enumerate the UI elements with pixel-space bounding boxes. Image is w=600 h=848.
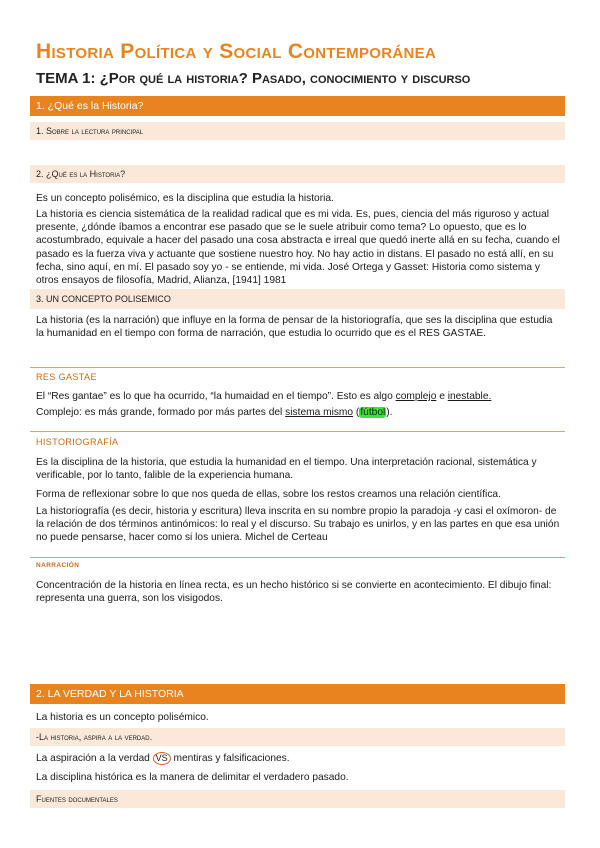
heading-narracion: NARRACIÓN: [36, 562, 80, 569]
document-title: Historia Política y Social Contemporánea: [36, 40, 437, 63]
subsection-1-2: [30, 165, 565, 183]
subsection-1-1: [30, 122, 565, 140]
paragraph-11: [36, 752, 561, 765]
subsection-3: [30, 289, 565, 309]
p5-text-a: Complejo: es más grande, formado por más partes del: [36, 407, 286, 418]
p5-underline: sistema mismo: [285, 407, 354, 418]
paragraph-7: Forma de reflexionar sobre lo que nos queda de ellas, sobre los restos creamos una relación científica.: [36, 489, 501, 500]
p4-underline-inestable: inestable.: [447, 391, 492, 402]
paragraph-2: La historia es ciencia sistemática de la realidad radical que es mi vida. Es, pues, ciencia del más riguroso y actual presente, ¿dónde íbamos a encontrar ese pasado que se le suele atribuir como tema? Lo opuesto, que es lo acostumbrado, equivale a hacer del pasado una cosa abstracta e irreal que quedó inerte allá en su fecha, cuando el pasado es la fuerza viva y actuante que sostiene nuestro hoy. No hay actio in distans. El pasado no está allí, en su fecha, sino aquí, en mí. El pasado soy yo - se entiende, mi vida. José Ortega y Gasset: Historia como sistema y otros ensayos de filosofía, Madrid, Alianza, [1941] 1981: [36, 209, 560, 287]
paragraph-10: La historia es un concepto polisémico.: [36, 712, 209, 723]
subsection-1-2-label: 2. ¿Qué es la Historia?: [36, 169, 126, 179]
divider-narracion: [30, 557, 565, 558]
subsection-2-2-label: Fuentes documentales: [36, 794, 118, 804]
subtitle-rest: ¿Por qué la historia? Pasado, conocimiento y discurso: [99, 70, 471, 87]
document-subtitle: [36, 70, 470, 87]
paragraph-12: La disciplina histórica es la manera de delimitar el verdadero pasado.: [36, 772, 349, 783]
subsection-3-label: 3. UN CONCEPTO POLISEMICO: [36, 294, 171, 304]
paragraph-5: [36, 406, 561, 419]
subsection-2-1-label: -La historia, aspira a la verdad.: [36, 732, 153, 742]
subsection-1-1-label: 1. Sobre la lectura principal: [36, 126, 144, 136]
p5-text-b: (: [353, 407, 360, 418]
heading-res-gastae: RES GASTAE: [36, 372, 97, 382]
p4-text-a: El “Res gantae” es lo que ha ocurrido, “la humaidad en el tiempo”. Esto es algo: [36, 391, 396, 402]
paragraph-6: Es la disciplina de la historia, que estudia la humanidad en el tiempo. Una interpretación racional, sistemática y verificable, por lo tanto, falible de la experiencia humana.: [36, 457, 537, 482]
heading-historiografia: HISTORIOGRAFÍA: [36, 437, 119, 447]
p4-underline-complejo: complejo: [395, 391, 437, 402]
paragraph-1: Es un concepto polisémico, es la disciplina que estudia la historia.: [36, 193, 334, 204]
section-bar-1-label: 1. ¿Qué es la Historia?: [36, 100, 144, 112]
paragraph-4: [36, 390, 561, 403]
subsection-2-1: [30, 728, 565, 746]
p5-text-c: ).: [386, 407, 393, 418]
divider-res-gastae: [30, 367, 565, 368]
subsection-2-2: [30, 790, 565, 808]
p11-text-a: La aspiración a la verdad: [36, 753, 153, 764]
section-bar-2: [30, 684, 565, 704]
p5-highlight: fútbol: [360, 407, 386, 418]
paragraph-3: La historia (es la narración) que influye en la forma de pensar de la historiografía, que ses la disciplina que estudia la humanidad en el tiempo con forma de narración, que estudia lo ocurrido que es el RES GASTAE.: [36, 315, 553, 340]
section-bar-1: [30, 96, 565, 116]
p4-text-b: e: [436, 391, 448, 402]
paragraph-8: La historiografía (es decir, historia y escritura) lleva inscrita en su nombre propio la paradoja -y casi el oxímoron- de la relación de dos términos antinómicos: lo real y el discurso. Su trabajo es unirlos, y en las partes en que esa unión no puede pensarse, hacer como si los uniera. Michel de Certeau: [36, 506, 560, 544]
p11-text-b: mentiras y falsificaciones.: [170, 753, 290, 764]
section-bar-2-label: 2. LA VERDAD Y LA HISTORIA: [36, 688, 184, 700]
subtitle-prefix: TEMA 1:: [36, 70, 100, 87]
divider-historiografia: [30, 431, 565, 432]
paragraph-9: Concentración de la historia en línea recta, es un hecho histórico si se convierte en acontecimiento. El dibujo final: representa una guerra, son los visigodos.: [36, 580, 552, 605]
p11-circled-vs: VS: [153, 752, 171, 765]
